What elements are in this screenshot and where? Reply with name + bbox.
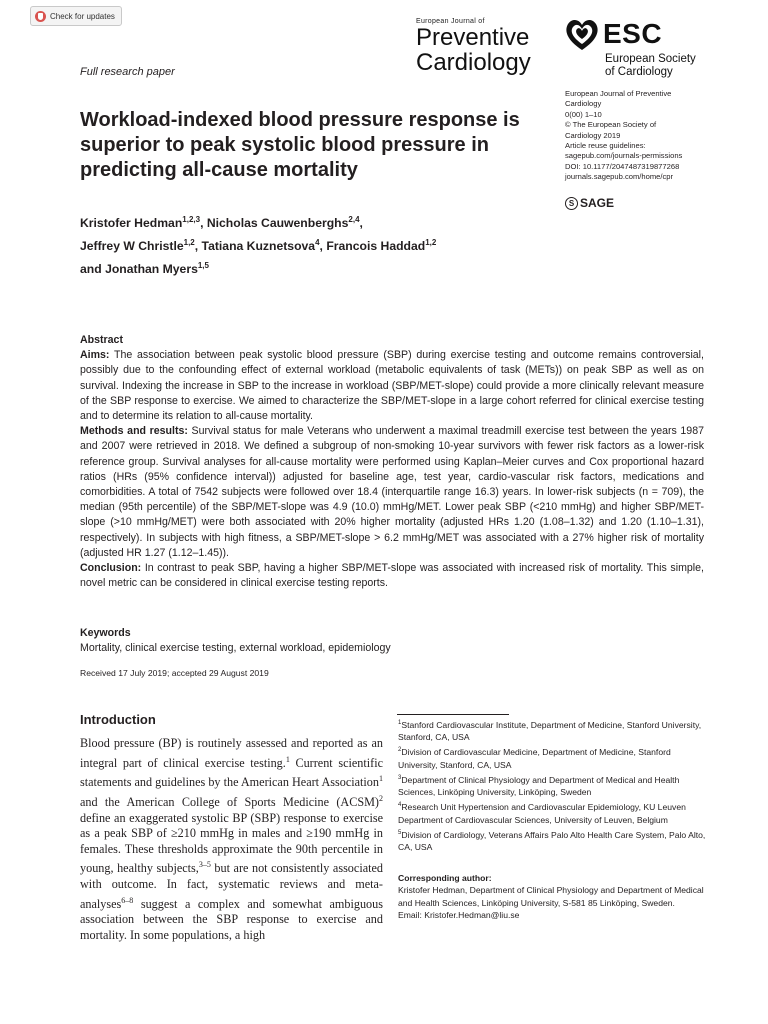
author-name: Kristofer Hedman [80, 216, 183, 231]
author-name: Jeffrey W Christle [80, 239, 184, 254]
author-affiliation-ref: 1,2,3 [182, 215, 201, 224]
affiliation-text: Division of Cardiology, Veterans Affairs Palo Alto Health Care System, Palo Alto, CA, USA [398, 829, 706, 852]
citation-ref[interactable]: 3–5 [198, 860, 211, 870]
author-affiliation-ref: 1,2 [425, 238, 437, 248]
affiliation-item [398, 772, 708, 798]
introduction-body [80, 736, 383, 943]
meta-line: © The European Society of [565, 120, 657, 130]
esc-acronym: ESC [603, 18, 663, 49]
sage-s-icon: S [565, 197, 578, 210]
affiliation-text: Department of Clinical Physiology and Department of Medical and Health Sciences, Linköping University, Linköping, Sweden [398, 774, 680, 798]
intro-text: and the American College of Sports Medicine (ACSM) [80, 794, 379, 809]
introduction-heading: Introduction [80, 712, 156, 727]
keywords-text: Mortality, clinical exercise testing, external workload, epidemiology [80, 642, 391, 654]
corresponding-heading: Corresponding author: [398, 873, 492, 883]
footnote-divider [397, 714, 509, 715]
affiliation-text: Research Unit Hypertension and Cardiovascular Epidemiology, KU Leuven Department of Cardiovascular Sciences, University of Leuven, Belgium [398, 802, 686, 825]
meta-line: sagepub.com/journals-permissions [565, 151, 683, 161]
affiliation-number: 2 [398, 747, 402, 754]
affiliation-text: Stanford Cardiovascular Institute, Department of Medicine, Stanford University, Stanford, CA, USA [398, 719, 702, 743]
sage-logo [565, 196, 614, 210]
aims-text: The association between peak systolic blood pressure (SBP) during exercise testing and outcome remains controversial, possibly due to the confounding effect of external workload (metabolic equivalents of task (METs)) on peak SBP as well as on survival. Indexing the increase in SBP to the increase in workload (SBP/MET-slope) could provide a more clinically relevant measure of the SBP response to exercise. We aimed to characterize the SBP/MET-slope in a large cohort referred for clinical exercise testing and to determine its relation to all-cause mortality. [80, 349, 704, 423]
author-affiliation-ref: 2,4 [348, 215, 360, 224]
author-list: Kristofer Hedman$^{1,2,3}$, Nicholas Cauwenberghs$^{2,4}$, Jeffrey W Christle$^{1,2}$, Tatiana Kuznetsova$^4$, Francois Haddad$^{1,2}$ and Jonathan Myers$^{1,5}$ [80, 215, 437, 277]
author-name: Nicholas Cauwenberghs [206, 216, 349, 231]
affiliation-item [398, 827, 708, 853]
received-dates: Received 17 July 2019; accepted 29 August 2019 [80, 668, 269, 678]
intro-text: define an exaggerated systolic BP (SBP) response to exercise as a peak SBP of ≥210 mmHg in males and ≥190 mmHg in females. These thresholds approximate the 90th percentile in young, healthy subjects, [80, 810, 383, 876]
esc-society-line2: of Cardiology [605, 66, 673, 78]
corresponding-author [398, 872, 708, 921]
meta-line: European Journal of Preventive [565, 89, 672, 98]
corresponding-text: Kristofer Hedman, Department of Clinical Physiology and Department of Medical and Health Sciences, Linköping University, S-581 85 Linköping, Sweden. [398, 885, 704, 908]
intro-text: Blood pressure (BP) is routinely assessed and reported as an integral part of clinical exercise testing. [80, 736, 383, 770]
author-affiliation-ref: 4 [315, 238, 320, 248]
intro-text: Current scientific statements and guidelines by the American Heart Association [80, 755, 383, 790]
bookmark-icon [35, 11, 46, 22]
affiliation-item [398, 717, 708, 743]
citation-ref[interactable]: 6–8 [121, 895, 134, 905]
esc-society-line1: European Society [605, 53, 696, 65]
affiliation-text: Division of Cardiovascular Medicine, Department of Medicine, Stanford University, Stanford, CA, USA [398, 747, 671, 770]
affiliation-number: 1 [398, 720, 402, 726]
keywords-heading: Keywords [80, 627, 131, 639]
journal-meta [565, 89, 735, 183]
author-affiliation-ref: 1,5 [197, 261, 209, 271]
meta-line: 0(00) 1–10 [565, 109, 602, 119]
corresponding-email[interactable]: Email: Kristofer.Hedman@liu.se [398, 909, 520, 920]
affiliation-number: 4 [398, 802, 402, 809]
meta-line: DOI: 10.1177/2047487319877268 [565, 161, 680, 171]
esc-society-name [605, 53, 696, 79]
author-name: Tatiana Kuznetsova [201, 239, 316, 254]
abstract-aims [80, 348, 704, 424]
article-type: Full research paper [80, 66, 175, 78]
author-name: Francois Haddad [326, 239, 426, 254]
article-title: Workload-indexed blood pressure response is superior to peak systolic blood pressure in predicting all-cause mortality [80, 109, 520, 181]
meta-line: Article reuse guidelines: [565, 141, 646, 151]
affiliation-item [398, 744, 708, 770]
abstract-heading: Abstract [80, 334, 123, 346]
intro-text: but are not consistently associated with outcome. In fact, systematic reviews and meta-analyses [80, 861, 383, 911]
sage-label: SAGE [580, 196, 615, 210]
esc-logo [563, 16, 723, 86]
author-affiliation-ref: 1,2 [183, 238, 195, 248]
conclusion-label: Conclusion: [80, 562, 142, 575]
abstract [80, 333, 704, 591]
conclusion-text: In contrast to peak SBP, having a higher SBP/MET-slope was associated with increased risk of mortality. This simple, novel metric can be considered in clinical exercise testing reports. [80, 562, 704, 590]
heart-icon [563, 16, 601, 54]
affiliation-item [398, 799, 708, 825]
keywords [80, 626, 704, 656]
meta-line: journals.sagepub.com/home/cpr [565, 172, 674, 182]
abstract-methods [80, 424, 704, 561]
methods-label: Methods and results: [80, 425, 188, 438]
check-for-updates-label: Check for updates [50, 11, 115, 21]
affiliation-number: 3 [398, 774, 402, 781]
methods-text: Survival status for male Veterans who underwent a maximal treadmill exercise test between the years 1987 and 2007 were retrieved in 2018. We defined a subgroup of non-smoking 10-year survivors with fewer risk factors as a lower-risk reference group. Survival analyses for all-cause mortality were performed using Kaplan–Meier curves and Cox proportional hazard ratios (HRs (95% confidence interval)) adjusted for baseline age, test year, cardio-vascular risk factors, medications and comorbidities. A total of 7542 subjects were followed over 18.4 (interquartile range 16.3) years. In lower-risk subjects (n = 709), the median (95th percentile) of the SBP/MET-slope was 4.9 (10.0) mmHg/MET. Lower peak SBP (<210 mmHg) and higher SBP/MET-slope (>10 mmHg/MET) were both associated with 20% higher mortality (adjusted HRs 1.20 (1.08–1.32) and 1.20 (1.10–1.31), respectively). In subjects with high fitness, a SBP/MET-slope > 6.2 mmHg/MET was associated with a 27% higher risk of mortality (adjusted HR 1.27 (1.12–1.45)). [80, 425, 704, 559]
citation-ref[interactable]: 2 [379, 793, 383, 803]
abstract-conclusion [80, 561, 704, 591]
journal-logo [416, 18, 556, 75]
journal-logo-line2: Cardiology [416, 49, 531, 76]
journal-logo-small: European Journal of [416, 18, 485, 25]
meta-line: Cardiology [565, 99, 602, 109]
author-name: Jonathan Myers [105, 262, 198, 277]
intro-text: suggest a complex and somewhat ambiguous association between the SBP response to exercise and mortality. In some populations, a high [80, 896, 383, 942]
citation-ref[interactable]: 1 [285, 754, 290, 764]
affiliations [398, 717, 708, 854]
affiliation-number: 5 [398, 829, 402, 836]
citation-ref[interactable]: 1 [379, 774, 383, 784]
aims-label: Aims: [80, 349, 110, 362]
check-for-updates-button[interactable] [30, 6, 122, 26]
journal-logo-line1: Preventive [416, 24, 530, 51]
meta-line: Cardiology 2019 [565, 130, 621, 140]
author-conjunction: and [80, 262, 102, 277]
